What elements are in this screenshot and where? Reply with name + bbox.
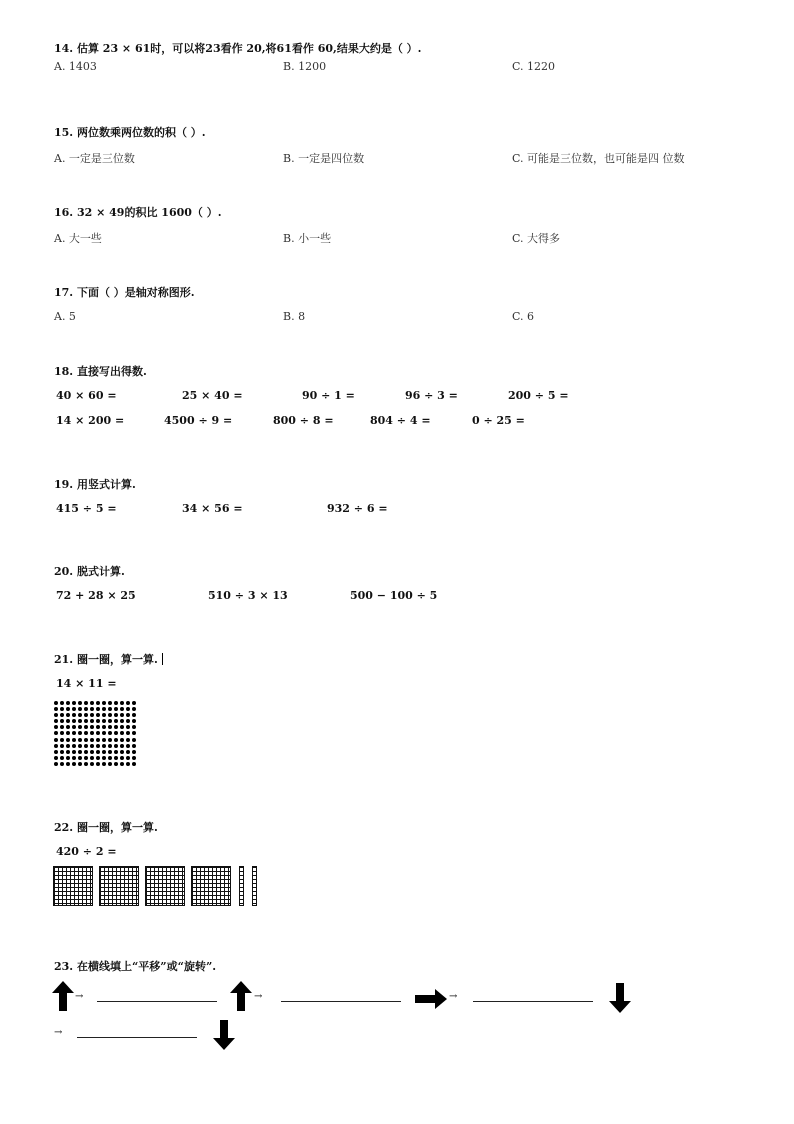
question-16: 16. 32 × 49的积比 1600（ ）. <box>54 206 222 219</box>
dot <box>132 750 136 754</box>
q18-expression: 800 ÷ 8 = <box>273 414 334 427</box>
q15-option-a[interactable]: A. 一定是三位数 <box>54 152 135 165</box>
dot <box>126 762 130 766</box>
dot <box>78 744 82 748</box>
dot <box>84 762 88 766</box>
dot <box>102 731 106 735</box>
dot <box>78 738 82 742</box>
dot <box>54 707 58 711</box>
dot <box>78 725 82 729</box>
q20-expression: 510 ÷ 3 × 13 <box>208 589 288 602</box>
dot <box>102 738 106 742</box>
answer-line[interactable] <box>77 1037 197 1038</box>
dot <box>54 731 58 735</box>
dot <box>108 744 112 748</box>
question-22: 22. 圈一圈，算一算. <box>54 821 158 834</box>
dot <box>102 756 106 760</box>
dot <box>54 744 58 748</box>
q16-option-c[interactable]: C. 大得多 <box>512 232 561 245</box>
dot <box>132 744 136 748</box>
dot <box>108 719 112 723</box>
dot <box>90 762 94 766</box>
dot <box>108 738 112 742</box>
dot <box>72 750 76 754</box>
q15-option-c[interactable]: C. 可能是三位数，也可能是四 位数 <box>512 152 685 165</box>
q17-option-c[interactable]: C. 6 <box>512 310 535 323</box>
dot <box>66 744 70 748</box>
dot <box>108 731 112 735</box>
dot <box>114 719 118 723</box>
dot <box>96 738 100 742</box>
dot <box>90 750 94 754</box>
dot <box>72 756 76 760</box>
q18-expression: 14 × 200 = <box>56 414 125 427</box>
question-23: 23. 在横线填上“平移”或“旋转”. <box>54 960 217 973</box>
dot <box>120 744 124 748</box>
dot <box>120 701 124 705</box>
dot <box>96 713 100 717</box>
q20-expression: 72 + 28 × 25 <box>56 589 136 602</box>
dot <box>66 756 70 760</box>
dot <box>78 713 82 717</box>
dot <box>60 731 64 735</box>
dot <box>114 762 118 766</box>
dot <box>60 725 64 729</box>
dot <box>114 744 118 748</box>
dot <box>114 756 118 760</box>
answer-line[interactable] <box>473 1001 593 1002</box>
question-20: 20. 脱式计算. <box>54 565 125 578</box>
dot <box>66 738 70 742</box>
dot <box>114 707 118 711</box>
dot <box>78 750 82 754</box>
dot-array[interactable] <box>54 701 136 766</box>
dot <box>90 744 94 748</box>
dot <box>90 701 94 705</box>
q18-expression: 40 × 60 = <box>56 389 117 402</box>
dot <box>66 750 70 754</box>
q19-expression: 415 ÷ 5 = <box>56 502 117 515</box>
dot <box>108 713 112 717</box>
dot <box>120 719 124 723</box>
dot <box>60 707 64 711</box>
dot <box>60 713 64 717</box>
dot <box>132 713 136 717</box>
dot <box>84 725 88 729</box>
dot <box>132 719 136 723</box>
dot <box>72 725 76 729</box>
dot <box>66 725 70 729</box>
dot <box>96 701 100 705</box>
dot <box>132 707 136 711</box>
dot <box>84 731 88 735</box>
dot <box>132 731 136 735</box>
dot <box>126 750 130 754</box>
q19-expression: 932 ÷ 6 = <box>327 502 388 515</box>
q14-option-a[interactable]: A. 1403 <box>54 60 97 73</box>
dot <box>54 701 58 705</box>
dot <box>102 725 106 729</box>
dot <box>72 731 76 735</box>
ten-rod <box>252 866 257 906</box>
dot <box>126 744 130 748</box>
dot <box>72 744 76 748</box>
dot <box>78 707 82 711</box>
dot <box>114 701 118 705</box>
q18-expression: 804 ÷ 4 = <box>370 414 431 427</box>
dot <box>102 744 106 748</box>
dot <box>120 731 124 735</box>
dot <box>60 762 64 766</box>
dot <box>90 756 94 760</box>
dot <box>108 750 112 754</box>
dot <box>108 762 112 766</box>
q15-option-b[interactable]: B. 一定是四位数 <box>283 152 365 165</box>
dot <box>78 719 82 723</box>
dot <box>120 725 124 729</box>
q16-option-b[interactable]: B. 小一些 <box>283 232 332 245</box>
dot <box>90 707 94 711</box>
hundred-block <box>99 866 139 906</box>
q17-option-a[interactable]: A. 5 <box>54 310 76 323</box>
arrow-up-icon <box>230 981 252 1011</box>
small-arrow-icon: → <box>254 991 263 1002</box>
dot <box>60 719 64 723</box>
dot <box>108 701 112 705</box>
dot <box>126 713 130 717</box>
dot <box>132 725 136 729</box>
dot <box>114 738 118 742</box>
q19-expression: 34 × 56 = <box>182 502 243 515</box>
dot <box>84 744 88 748</box>
dot <box>90 713 94 717</box>
dot <box>66 719 70 723</box>
dot <box>60 738 64 742</box>
arrow-down-icon <box>609 983 631 1013</box>
question-18: 18. 直接写出得数. <box>54 365 147 378</box>
small-arrow-icon: → <box>449 991 458 1002</box>
dot <box>72 701 76 705</box>
dot <box>90 719 94 723</box>
q14-option-b[interactable]: B. 1200 <box>283 60 327 73</box>
dot <box>90 731 94 735</box>
q20-expression: 500 − 100 ÷ 5 <box>350 589 438 602</box>
dot <box>132 701 136 705</box>
dot <box>84 713 88 717</box>
dot <box>96 707 100 711</box>
dot <box>84 719 88 723</box>
dot <box>60 701 64 705</box>
dot <box>54 756 58 760</box>
dot <box>126 725 130 729</box>
dot <box>132 756 136 760</box>
dot <box>126 707 130 711</box>
dot <box>54 713 58 717</box>
dot <box>84 756 88 760</box>
dot <box>72 719 76 723</box>
dot <box>78 762 82 766</box>
dot <box>102 713 106 717</box>
dot <box>96 744 100 748</box>
dot <box>114 713 118 717</box>
q22-expression: 420 ÷ 2 = <box>56 845 117 858</box>
q18-expression: 4500 ÷ 9 = <box>164 414 233 427</box>
dot <box>78 701 82 705</box>
dot <box>66 713 70 717</box>
dot <box>108 756 112 760</box>
dot <box>54 762 58 766</box>
dot <box>66 707 70 711</box>
dot <box>96 725 100 729</box>
dot <box>72 713 76 717</box>
dot <box>60 756 64 760</box>
dot <box>120 707 124 711</box>
arrow-right-icon <box>415 989 447 1009</box>
dot <box>96 731 100 735</box>
answer-line[interactable] <box>97 1001 217 1002</box>
dot <box>66 762 70 766</box>
dot <box>66 701 70 705</box>
dot <box>72 738 76 742</box>
dot <box>84 750 88 754</box>
q18-expression: 200 ÷ 5 = <box>508 389 569 402</box>
dot <box>96 762 100 766</box>
q16-option-a[interactable]: A. 大一些 <box>54 232 102 245</box>
arrow-up-icon <box>52 981 74 1011</box>
dot <box>84 701 88 705</box>
dot <box>54 750 58 754</box>
dot <box>120 738 124 742</box>
dot <box>132 762 136 766</box>
question-21-text: 21. 圈一圈，算一算. <box>54 653 158 666</box>
dot <box>126 738 130 742</box>
dot <box>96 750 100 754</box>
q14-option-c[interactable]: C. 1220 <box>512 60 556 73</box>
q18-expression: 96 ÷ 3 = <box>405 389 458 402</box>
dot <box>72 707 76 711</box>
arrow-down-icon <box>213 1020 235 1050</box>
q21-expression: 14 × 11 = <box>56 677 117 690</box>
dot <box>114 725 118 729</box>
dot <box>102 719 106 723</box>
q18-expression: 25 × 40 = <box>182 389 243 402</box>
dot <box>126 701 130 705</box>
dot <box>102 750 106 754</box>
dot <box>114 731 118 735</box>
q17-option-b[interactable]: B. 8 <box>283 310 306 323</box>
dot <box>84 738 88 742</box>
dot <box>126 756 130 760</box>
q18-expression: 0 ÷ 25 = <box>472 414 525 427</box>
dot <box>126 719 130 723</box>
dot <box>96 719 100 723</box>
dot <box>60 744 64 748</box>
dot <box>120 762 124 766</box>
question-14: 14. 估算 23 × 61时，可以将23看作 20,将61看作 60,结果大约是（ ）. <box>54 42 422 55</box>
dot <box>120 750 124 754</box>
small-arrow-icon: → <box>54 1027 63 1038</box>
dot <box>78 731 82 735</box>
hundred-block <box>53 866 93 906</box>
dot <box>102 762 106 766</box>
hundred-block <box>145 866 185 906</box>
small-arrow-icon: → <box>75 991 84 1002</box>
dot <box>66 731 70 735</box>
dot <box>108 725 112 729</box>
hundred-block <box>191 866 231 906</box>
dot <box>102 701 106 705</box>
dot <box>102 707 106 711</box>
text-cursor <box>162 653 163 665</box>
dot <box>54 725 58 729</box>
dot <box>132 738 136 742</box>
dot <box>96 756 100 760</box>
dot <box>120 756 124 760</box>
question-17: 17. 下面（ ）是轴对称图形. <box>54 286 195 299</box>
dot <box>60 750 64 754</box>
dot <box>126 731 130 735</box>
dot <box>72 762 76 766</box>
q18-expression: 90 ÷ 1 = <box>302 389 355 402</box>
answer-line[interactable] <box>281 1001 401 1002</box>
question-21 <box>54 651 163 667</box>
dot <box>108 707 112 711</box>
question-19: 19. 用竖式计算. <box>54 478 136 491</box>
dot <box>114 750 118 754</box>
dot <box>54 719 58 723</box>
dot <box>84 707 88 711</box>
dot <box>54 738 58 742</box>
dot <box>120 713 124 717</box>
dot <box>90 725 94 729</box>
dot <box>90 738 94 742</box>
dot <box>78 756 82 760</box>
ten-rod <box>239 866 244 906</box>
question-15: 15. 两位数乘两位数的积（ ）. <box>54 126 206 139</box>
